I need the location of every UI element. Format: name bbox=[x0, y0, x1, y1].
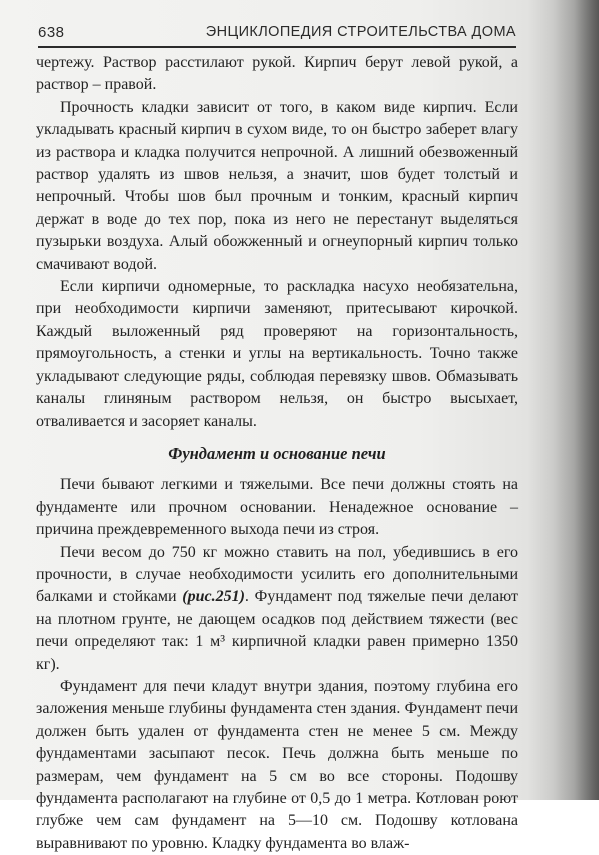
paragraph-5-text-start: Печи весом до 750 кг можно ставить на пол, убедившись в его прочности, в случае необходимости усилить его дополнительными балками и стойками bbox=[36, 543, 518, 606]
paragraph-6: Фундамент для печи кладут внутри здания, поэтому глубина его заложения меньше глубины фундамента стен здания. Фундамент печи должен быть удален от фундамента стен не менее 5 см. Между фундаментами засыпают песок. Печь должна быть меньше по размерам, чем фундамент на 5 см во все стороны. Подошву фундамента располагают на глубине от 0,5 до 1 метра. Котлован роют глубже чем сам фундамент на 5—10 см. Подошву котлована выравнивают по уровню. Кладку фундамента во влаж- bbox=[36, 677, 518, 852]
paragraph-3: Если кирпичи одномерные, то раскладка насухо необязательна, при необходимости кирпичи заменяют, притесывают кирочкой. Каждый выложенный ряд проверяют на горизонтальность, прямоугольность, а стенки и углы на вертикальность. Точно также укладывают следующие ряды, соблюдая перевязку швов. Обмазывать каналы глиняным раствором нельзя, он быстро высыхает, отваливается и засоряет каналы. bbox=[36, 278, 518, 430]
book-title: ЭНЦИКЛОПЕДИЯ СТРОИТЕЛЬСТВА ДОМА bbox=[205, 24, 516, 40]
paragraph-4: Печи бывают легкими и тяжелыми. Все печи должны стоять на фундаменте или прочном основании. Ненадежное основание – причина преждевременного выхода печи из строя. bbox=[36, 476, 518, 539]
section-heading: Фундамент и основание печи bbox=[168, 443, 386, 463]
running-header bbox=[38, 20, 516, 48]
paragraph-5-text-end: . Фундамент под тяжелые печи делают на плотном грунте, не дающем осадков под действием тяжести (вес печи определяют так: 1 м³ кирпичной кладки равен примерно 1350 кг). bbox=[36, 588, 518, 673]
figure-reference: (рис.251) bbox=[182, 588, 245, 606]
page-number: 638 bbox=[38, 24, 65, 41]
page-body bbox=[36, 52, 518, 855]
paragraph-1: чертежу. Раствор расстилают рукой. Кирпич берут левой рукой, а раствор – правой. bbox=[36, 54, 518, 94]
paragraph-2: Прочность кладки зависит от того, в каком виде кирпич. Если укладывать красный кирпич в сухом виде, то он быстро заберет влагу из раствора и кладка получится непрочной. А лишний обезвоженный раствор удалять из швов нельзя, а значит, шов будет толстый и непрочный. Чтобы шов был прочным и тонким, красный кирпич держат в воде до тех пор, пока из него не перестанут выделяться пузырьки воздуха. Алый обожженный и огнеупорный кирпич только смачивают водой. bbox=[36, 98, 518, 273]
page-edge-shadow bbox=[553, 0, 599, 800]
paragraph-5 bbox=[36, 542, 518, 676]
